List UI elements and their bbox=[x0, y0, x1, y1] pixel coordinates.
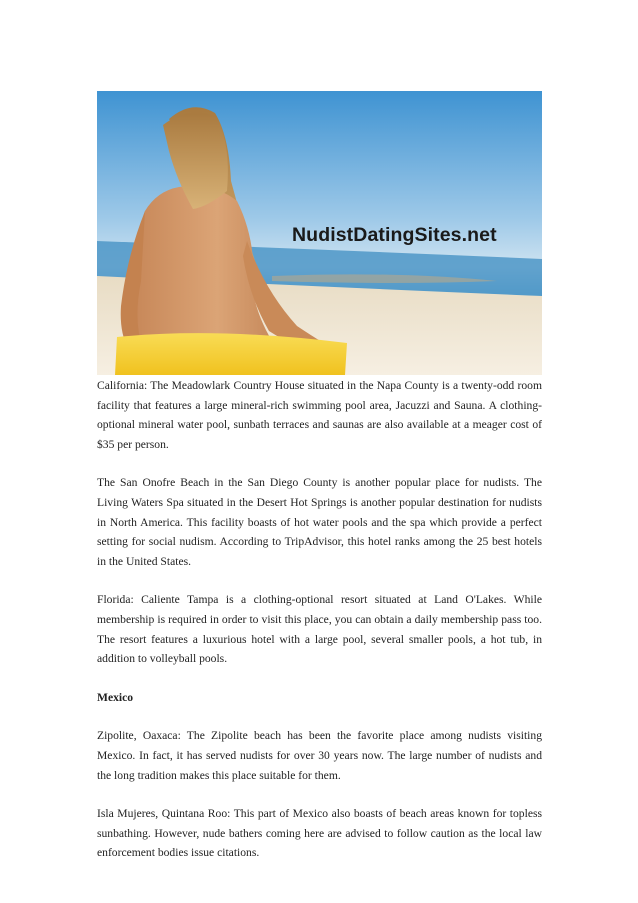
towel bbox=[115, 333, 347, 375]
paragraph-isla-mujeres: Isla Mujeres, Quintana Roo: This part of Mexico also boasts of beach areas known for topless sunbathing. However, nude bathers coming here are advised to follow caution as the local law enforcement bodies issue citations. bbox=[97, 807, 542, 860]
section-heading-mexico: Mexico bbox=[97, 690, 134, 704]
paragraph-zipolite: Zipolite, Oaxaca: The Zipolite beach has been the favorite place among nudists visiting Mexico. In fact, it has served nudists for over 30 years now. The large number of nudists and the long tradition makes this place suitable for them. bbox=[97, 729, 542, 782]
watermark-text: NudistDatingSites.net bbox=[292, 224, 497, 246]
paragraph-san-onofre: The San Onofre Beach in the San Diego County is another popular place for nudists. The Living Waters Spa situated in the Desert Hot Springs is another popular destination for nudists in North America. This facility boasts of hot water pools and the spa which provide a perfect setting for social nudism. According to TripAdvisor, this hotel ranks among the 25 best hotels in the United States. bbox=[97, 476, 542, 568]
paragraph-florida: Florida: Caliente Tampa is a clothing-optional resort situated at Land O'Lakes. While membership is required in order to visit this place, you can obtain a daily membership pass too. The resort features a luxurious hotel with a large pool, several smaller pools, a hot tub, in addition to volleyball pools. bbox=[97, 593, 542, 666]
paragraph-california: California: The Meadowlark Country House situated in the Napa County is a twenty-odd room facility that features a large mineral-rich swimming pool area, Jacuzzi and Sauna. A clothing-optional mineral water pool, sunbath terraces and saunas are also available at a meager cost of $35 per person. bbox=[97, 379, 542, 451]
article-body bbox=[97, 376, 542, 882]
beach-photo bbox=[97, 91, 542, 375]
